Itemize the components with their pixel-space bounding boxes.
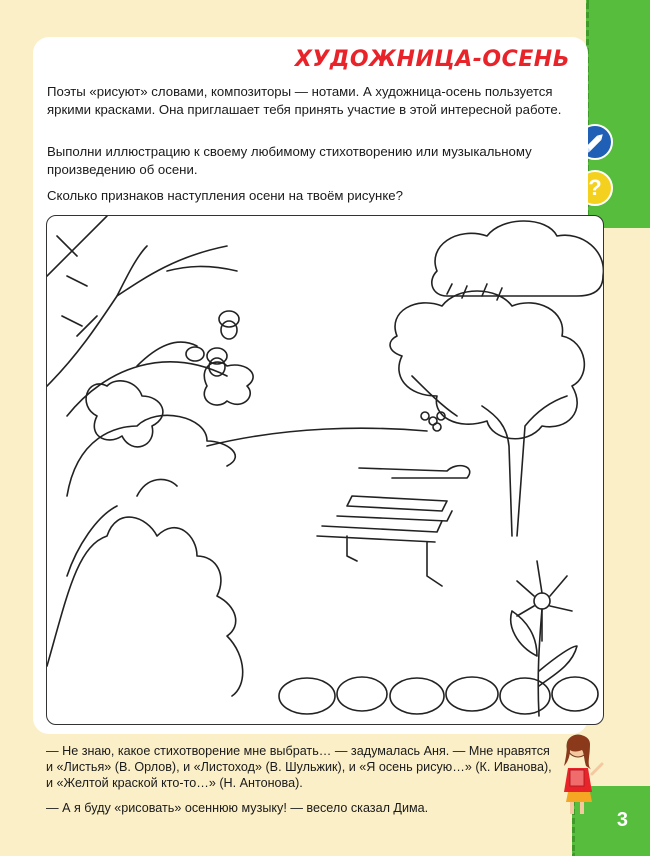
coloring-picture: [46, 215, 604, 725]
question-text: Сколько признаков наступления осени на твоём рисунке?: [47, 188, 403, 203]
page-number: 3: [616, 809, 628, 831]
worksheet-card: [33, 37, 588, 734]
flower-drawing: [511, 561, 577, 716]
dialogue-dima: — А я буду «рисовать» осеннюю музыку! — весело сказал Дима.: [46, 801, 429, 815]
dialogue-anya: — Не знаю, какое стихотворение мне выбрать… — задумалась Аня. — Мне нравятся и «Листья» (В. Орлов), и «Листоход» (В. Шульжик), и «Я осень рисую…» (К. Иванова), и «Желтой краской кто-то…» (Н. Антонова).: [46, 744, 552, 790]
intro-paragraph: Поэты «рисуют» словами, композиторы — нотами. А художница-осень пользуется яркими красками. Она приглашает тебя принять участие в этой интересной работе.: [47, 84, 562, 117]
page-title: ХУДОЖНИЦА-ОСЕНЬ: [294, 47, 570, 72]
bench-drawing: [317, 466, 470, 586]
girl-illustration-icon: [556, 730, 606, 825]
acorn-group: [186, 311, 239, 376]
stones-row: [279, 677, 598, 714]
task-paragraph: Выполни иллюстрацию к своему любимому стихотворению или музыкальному произведению об осени.: [47, 144, 532, 177]
question-icon: ?: [577, 170, 613, 206]
